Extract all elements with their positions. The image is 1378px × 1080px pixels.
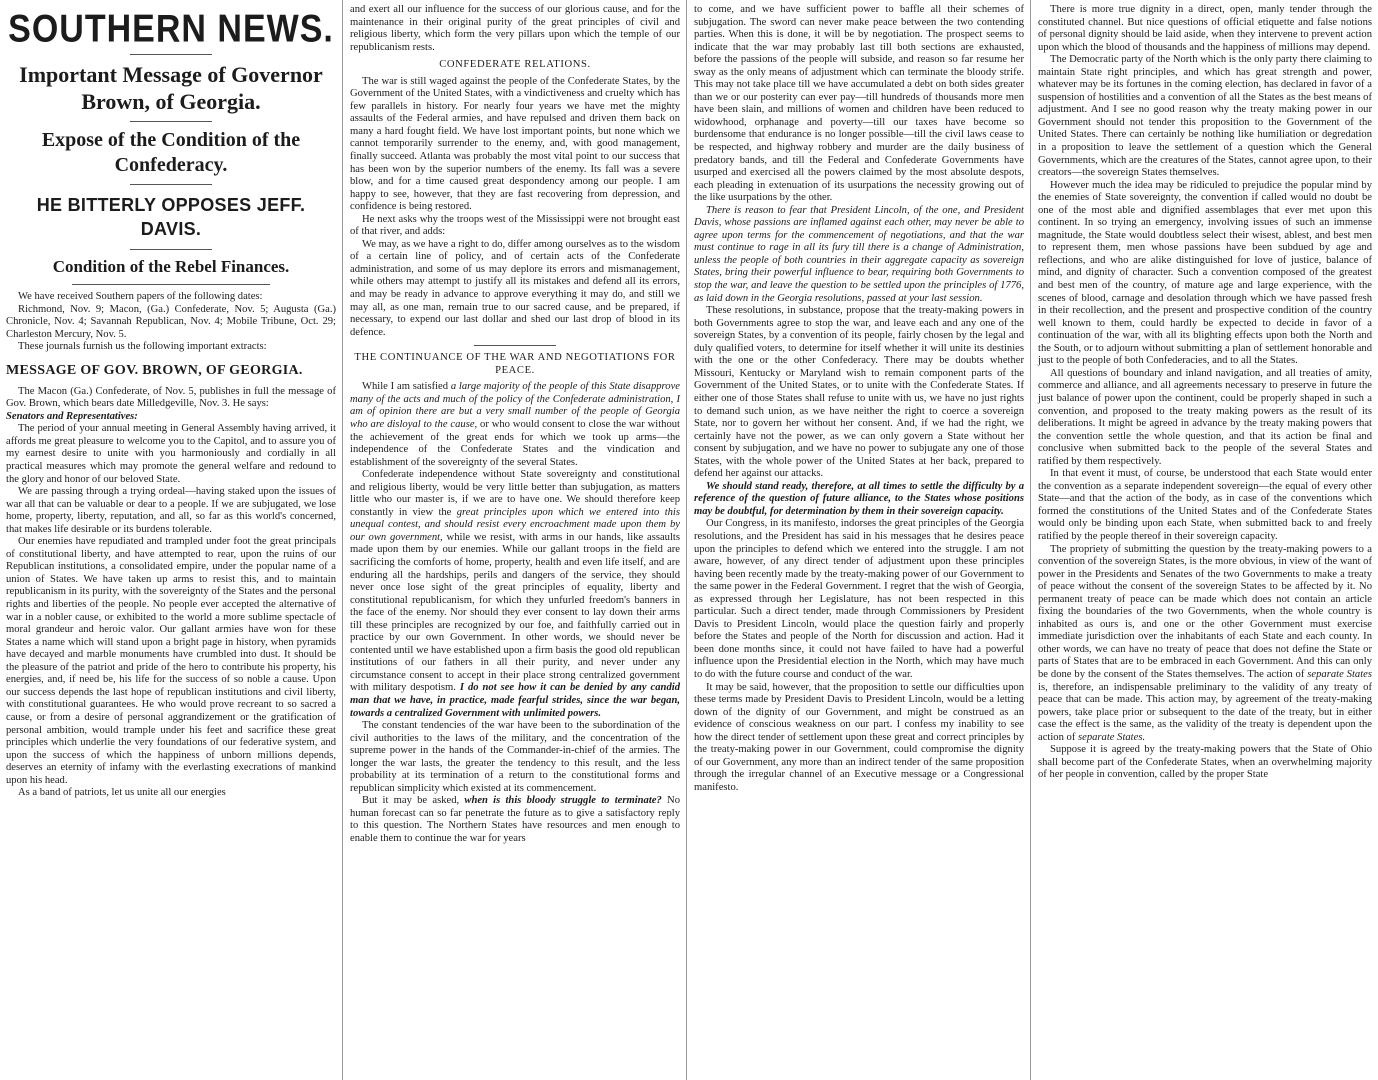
- paragraph: The war is still waged against the people of the Confederate States, by the Government of the United States, with a vindictiveness and cruelty which has few parallels in history. For nearly four years we have met the mighty assaults of the Federal armies, and have repulsed and driven them back on many a hard fought field. We have lost important points, but none which we cannot temporarily surrender to the enemy, and, with good management, finally succeed. Atlanta was probably the most vital point to our success that has been won by the superior numbers of the enemy. Its fall was a severe blow, and for a time caused great despondency among our people. I am happy to see, however, that they are fast recovering from depression, and confidence is being restored.: [350, 75, 680, 213]
- text-run: No human forecast can so far penetrate the future as to give a satisfactory reply to this question. The Northern States have resources and men enough to enable them to continue the war for years: [350, 795, 680, 844]
- paragraph: [350, 795, 680, 845]
- paragraph: The Macon (Ga.) Confederate, of Nov. 5, publishes in full the message of Gov. Brown, which bears date Milledgeville, Nov. 3. He says:: [6, 385, 336, 410]
- paragraph: The period of your annual meeting in General Assembly having arrived, it affords me great pleasure to welcome you to the Capitol, and to assure you of my earnest desire to unite with you harmoniously and cordially in all practical measures which may promote the general welfare and redound to the glory and honor of our beloved State.: [6, 423, 336, 485]
- paragraph: We have received Southern papers of the following dates:: [18, 291, 263, 302]
- paragraph: These journals furnish us the following important extracts:: [18, 341, 267, 353]
- italic-run: I do not see how it can be denied by any candid man that we have, in practice, made fearful strides, since the war began, towards a centralized Government with unlimited powers.: [350, 682, 680, 719]
- paragraph: The Democratic party of the North which is the only party there claiming to maintain State right principles, and which has great strength and power, whatever may be its fortunes in the coming election, has declared in favor of a suspension of hostilities and a convention of all the States as the best means of adjustment. And I see no good reason why the treaty making power in our Government should not tender this proposition to the Government of the United States. There can certainly be nothing like humiliation or degredation in a proposition to leave the settlement of a question which the General Governments, which are the creatures of the States, cannot agree upon, to their creators—the sovereign States themselves.: [1038, 54, 1372, 179]
- divider: [72, 284, 270, 285]
- section-heading: CONFEDERATE RELATIONS.: [439, 59, 591, 71]
- italic-run: a large majority of the people of this State disapprove many of the acts and much of the policy of the Confederate administration, I am of opinion there are but a very small number of the people of Georgia who are disloyal to the cause,: [350, 381, 680, 430]
- paragraph: [1038, 544, 1372, 745]
- column-3: [688, 0, 1030, 1080]
- headline-finances: Condition of the Rebel Finances.: [52, 257, 290, 276]
- column-4: [1032, 0, 1378, 1080]
- column-rule: [686, 0, 687, 1080]
- column-rule: [1030, 0, 1031, 1080]
- section-heading: THE CONTINUANCE OF THE WAR AND NEGOTIATIONS FOR PEACE.: [354, 352, 676, 376]
- divider: [130, 184, 213, 185]
- paragraph: Suppose it is agreed by the treaty-making powers that the State of Ohio shall become part of the Confederate States, when an overwhelming majority of her people in convention, called by the proper State: [1038, 744, 1372, 781]
- headline-opposes: HE BITTERLY OPPOSES JEFF. DAVIS.: [36, 195, 306, 239]
- paragraph: There is more true dignity in a direct, open, manly tender through the constituted channel. But nice questions of official etiquette and false notions of personal dignity should be laid aside, when they intervene to prevent action upon which the blood of thousands and the happiness of millions may depend.: [1038, 4, 1372, 53]
- paragraph: As a band of patriots, let us unite all our energies: [18, 787, 226, 799]
- paragraph: These resolutions, in substance, propose that the treaty-making powers in both Governments agree to stop the war, and leave each and any one of the sovereign States, by a convention of its people, fairly chosen by the legal and duly qualified voters, to determine for itself whether it will unite its destinies with the one or the other Confederacy. There may be doubts whether Missouri, Kentucky or Maryland wish to remain component parts of the Government of the United States, or to unite with the Confederate States. If either one of those States shall refuse to unite with us, we have no just rights to demand such union, as we have neither the right to coerce a sovereign State, nor to govern her without her consent. And, if we had the right, we certainly have not the power, as we can only govern a State without her consent by subjugation, and we have no power to subjugate any one of those States, with the whole power of the United States at her back, prepared to defend her against our attacks.: [694, 305, 1024, 480]
- column-2: [344, 0, 686, 1080]
- paragraph-italic: There is reason to fear that President Lincoln, of the one, and President Davis, whose passions are inflamed against each other, may never be able to agree upon terms for the commencement of negotiations, and that the war must continue to rage in all its fury till there is a change of Administration, unless the people of both countries in their aggregate capacity as sovereign States, bring their powerful influence to bear, requiring both Governments to stop the war, and leave the question to be settled upon the principles of 1776, as laid down in the Georgia resolutions, passed at your last session.: [694, 204, 1024, 304]
- paragraph: [350, 381, 680, 469]
- paragraph-italic: We should stand ready, therefore, at all times to settle the difficulty by a reference of the question of future alliance, to the States whose positions may be doubtful, for determination by them in their sovereign capacity.: [694, 480, 1024, 517]
- italic-run: great principles upon which we entered into this unequal contest, and should resist every encroachment made upon them by our own government,: [350, 506, 680, 543]
- paragraph: [350, 469, 680, 720]
- text-run: Confederate independence without State sovereignty and constitutional and religious liberty, would be very little better than subjugation, as matters little who our master is, if we are to have one. We should therefore keep constantly in view the: [350, 469, 680, 518]
- text-run: But it may be asked,: [362, 795, 465, 807]
- column-1: [0, 0, 342, 1080]
- divider: [130, 121, 213, 122]
- salutation: Senators and Representatives:: [6, 410, 138, 422]
- paragraph: In that event it must, of course, be understood that each State would enter the convention as a separate independent sovereign—the equal of every other State—and that the action of the body, as in case of the conventions which formed the constitutions of the United States and of the Confederate States would only be binding upon each State, when submitted back to and freely ratified by the people thereof in their sovereign capacity.: [1038, 468, 1372, 542]
- divider: [130, 249, 213, 250]
- text-run: The propriety of submitting the question by the treaty-making powers to a convention of the sovereign States, is the more obvious, in view of the want of power in the Presidents and Senates of the two Governments to make a treaty of peace without the consent of the sovereign States to be affected by it. No permanent treaty of peace can be made which does not contain an article fixing the boundaries of the two Governments, when the whole country is inhabited as ours is, and one or the other Government must exercise immediate jurisdiction over the inhabitants of each State and each county. In other words, we can have no treaty of peace that does not define the State or parts of States that are to be embraced in each Government. And this can only be done by the consent of the States themselves. The action of: [1038, 543, 1372, 680]
- text-run: is, therefore, an indispensable preliminary to the validity of any treaty of peace that can be made. This action may, by agreement of the treaty-making powers, take place prior or subsequent to the date of the treaty, but in either case the effect is the same, as the validity of the treaty is dependent upon the action of: [1038, 681, 1372, 743]
- masthead: SOUTHERN NEWS.: [8, 7, 334, 51]
- headline-expose: Expose of the Condition of the Confederacy.: [41, 129, 301, 176]
- divider: [474, 345, 557, 346]
- text-run: or who would consent to close the war without the achievement of the great ends for which we took up arms—the independence of the Confederate States and the vindication and establishment of the sovereignty of the several States.: [350, 418, 680, 468]
- paragraph: It may be said, however, that the proposition to settle our difficulties upon these terms made by President Davis to President Lincoln, would be a letting down of the dignity of our Government, and might be construed as an evidence of conscious weakness on our part. I confess my inability to see how the direct tender of settlement upon these great and correct principles by the treaty-making power in our Government, could compromise the dignity of our Government, any more than an indirect tender of the same proposition through the irregular channel of an Executive message or a Congressional manifesto.: [694, 681, 1024, 793]
- section-heading: MESSAGE OF GOV. BROWN, OF GEORGIA.: [6, 362, 303, 378]
- paragraph: Our enemies have repudiated and trampled under foot the great principals of constitutional liberty, and have attempted to rear, upon the ruins of our Republican institutions, a consolidated empire, under the popular name of a union of States. We have taken up arms to resist this, and to maintain republicanism in its purity, with the sovereignty of the States and the personal rights and liberties of the people. No people ever accepted the alternative of war in a nobler cause, or exhibited to the world a more sublime spectacle of moral grandeur and heroic valor. Our gallant armies have won for these States a name which will stand upon a bright page in history, when pyramids have decayed and marble monuments have crumbled into dust. It should be the pleasure of the patriot and pride of the hero to contribute his property, his energies, and, if need be, his life for the success of so noble a cause. Upon our success depends the last hope of republican institutions and civil liberty, with constitutional guarantees. He who would prove recreant to so sacred a cause, or from a desire of personal aggrandizement or the gratification of personal ambition, would trample under his feet and sacrifice these great principles which underlie the very foundations of our federative system, and upon the success of which the happiness of unborn millions depends, deserves an eternity of infamy with the everlasting execrations of mankind upon his head.: [6, 536, 336, 786]
- paragraph: Our Congress, in its manifesto, indorses the great principles of the Georgia resolutions, and the President has said in his messages that he desires peace upon the principles to defend which we entered into the struggle. I am not aware, however, of any direct tender of adjustment upon these principles having been recently made by the treaty-making power of our Government to the same power in the Federal Government. I regret that the wish of Georgia, as expressed through her Legislature, has not been respected in this particular. Such a direct tender, made through Commissioners by President Davis to President Lincoln, would place the question fairly and properly before the States and people of the North for discussion and action. Had it been done months since, it could not have failed to have had a powerful influence upon the Presidential election in the North, which may have much to do with the future course and conduct of the war.: [694, 518, 1024, 680]
- paragraph: All questions of boundary and inland navigation, and all treaties of amity, commerce and alliance, and all agreements necessary to preserve in future the just balance of power upon the continent, could be properly shaped in such a convention, and proposed to the treaty making powers as the result of its deliberations. It might be agreed in advance by the treaty making powers that the convention settle the whole question, and that its action be final and conclusive when submitted back to the people of the several States and ratified by them respectively.: [1038, 367, 1372, 467]
- text-run: while we resist, with arms in our hands, like assaults made upon them by our enemies. While our gallant troops in the field are sacrificing the comforts of home, property, health and even life itself, and are enduring all the hardships, perils and dangers of the service, they should never once lose sight of the great principles of equality, liberty and constitutional republicanism, for which they unfurled freedom's banners in the face of the enemy. Nor should they ever consent to lay down their arms till these principles are recognized by our foe, and faithfully carried out in practice by our own Government. In other words, we should never be contented until we have established upon a firm basis the good old republican institutions of our fathers in all their purity, and never under any circumstance consent to accept in their place strong centralized government with military despotism.: [350, 531, 680, 694]
- paragraph: He next asks why the troops west of the Mississippi were not brought east of that river, and adds:: [350, 213, 680, 238]
- italic-run: separate States: [1307, 668, 1372, 680]
- italic-run: when is this bloody struggle to terminate?: [464, 795, 662, 807]
- paragraph: The constant tendencies of the war have been to the subordination of the civil authorities to the laws of the military, and the concentration of the supreme power in the hands of the Commander-in-chief of the armies. The longer the war lasts, the greater the tendency to this result, and the less probability at its termination of a return to the constitutional forms and republican simplicity which existed at its commencement.: [350, 720, 680, 794]
- paragraph: We may, as we have a right to do, differ among ourselves as to the wisdom of a certain line of policy, and of certain acts of the Confederate administration, and some of us may deplore its errors and mismanagement, while others may attempt to justify all its mistakes and defend all its errors, and may be ready in advance to approve everything it may do, and still we may all, as one man, remain true to our sacred cause, and be prepared, if necessary, to expend our last dollar and shed our last drop of blood in its defence.: [350, 238, 680, 338]
- text-run: While I am satisfied: [362, 381, 451, 393]
- paragraph: However much the idea may be ridiculed to prejudice the popular mind by the enemies of State sovereignty, the convention if called would no doubt be one of the most able and dignified assemblages that ever met upon this continent. In so trying an emergency, involving issues of such an immense magnitude, the State would doubtless select their wisest, ablest, and best men to represent them, men whose passions have been subdued by age and reflections, and who are alike distinguished for love of justice, balance of mind, and dignity of character. Such a convention composed of the greatest and best men of the country, of mature age and large experience, with the scenes of blood, carnage and desolation through which we have passed fresh in their recollection, and the present and prospective condition of the country well known to them, could hardly be expected to decide in favor of a continuation of the war, with all its blighting effects upon both the North and the South, or to adjourn without submitting a plan of settlement honorable and just to the people of both Confederacies, and to all the States.: [1038, 179, 1372, 367]
- paragraph: to come, and we have sufficient power to baffle all their schemes of subjugation. The sword can never make peace between the two contending parties. When this is done, it will be by negotiation. The prospect seems to indicate that the war may probably last till both sections are exhausted, before the passions of the people will subside, and reason so far resume her sway as the only means of adjustment which can terminate the bloody strife. This may not take place till we have accumulated a debt on both sides greater than we or our posterity can ever pay—till hundreds of thousands more men have been slain, and millions of women and children have been reduced to widowhood, orphanage and poverty—till our taxes have become so burdensome that endurance is no longer possible—till the civil laws cease to be respected, and highway robbery and murder are the daily business of predatory bands, and till the Federal and Confederate Governments have usurped and exercised all the powers claimed by the most absolute despots, each pleading in extenuation of its usurpations the necessity growing out of the like usurpations by the other.: [694, 4, 1024, 204]
- headline-message: Important Message of Governor Brown, of Georgia.: [19, 62, 323, 114]
- paragraph: and exert all our influence for the success of our glorious cause, and for the maintenance in their original purity of the great principles of civil and religious liberty, which form the very pillars upon which the temple of our republicanism rests.: [350, 4, 680, 53]
- paragraph: We are passing through a trying ordeal—having staked upon the issues of war all that can be valuable or dear to a people. If we are subjugated, we lose home, property, liberty, reputation, and all, so far as this world's concerned, that makes life desirable or its burdens tolerable.: [6, 486, 336, 535]
- divider: [130, 54, 213, 55]
- column-rule: [342, 0, 343, 1080]
- paragraph: Richmond, Nov. 9; Macon, (Ga.) Confederate, Nov. 5; Augusta (Ga.) Chronicle, Nov. 4; Savannah Republican, Nov. 4; Mobile Tribune, Oct. 29; Charleston Mercury, Nov. 5.: [6, 303, 336, 340]
- italic-run: separate States.: [1078, 731, 1146, 743]
